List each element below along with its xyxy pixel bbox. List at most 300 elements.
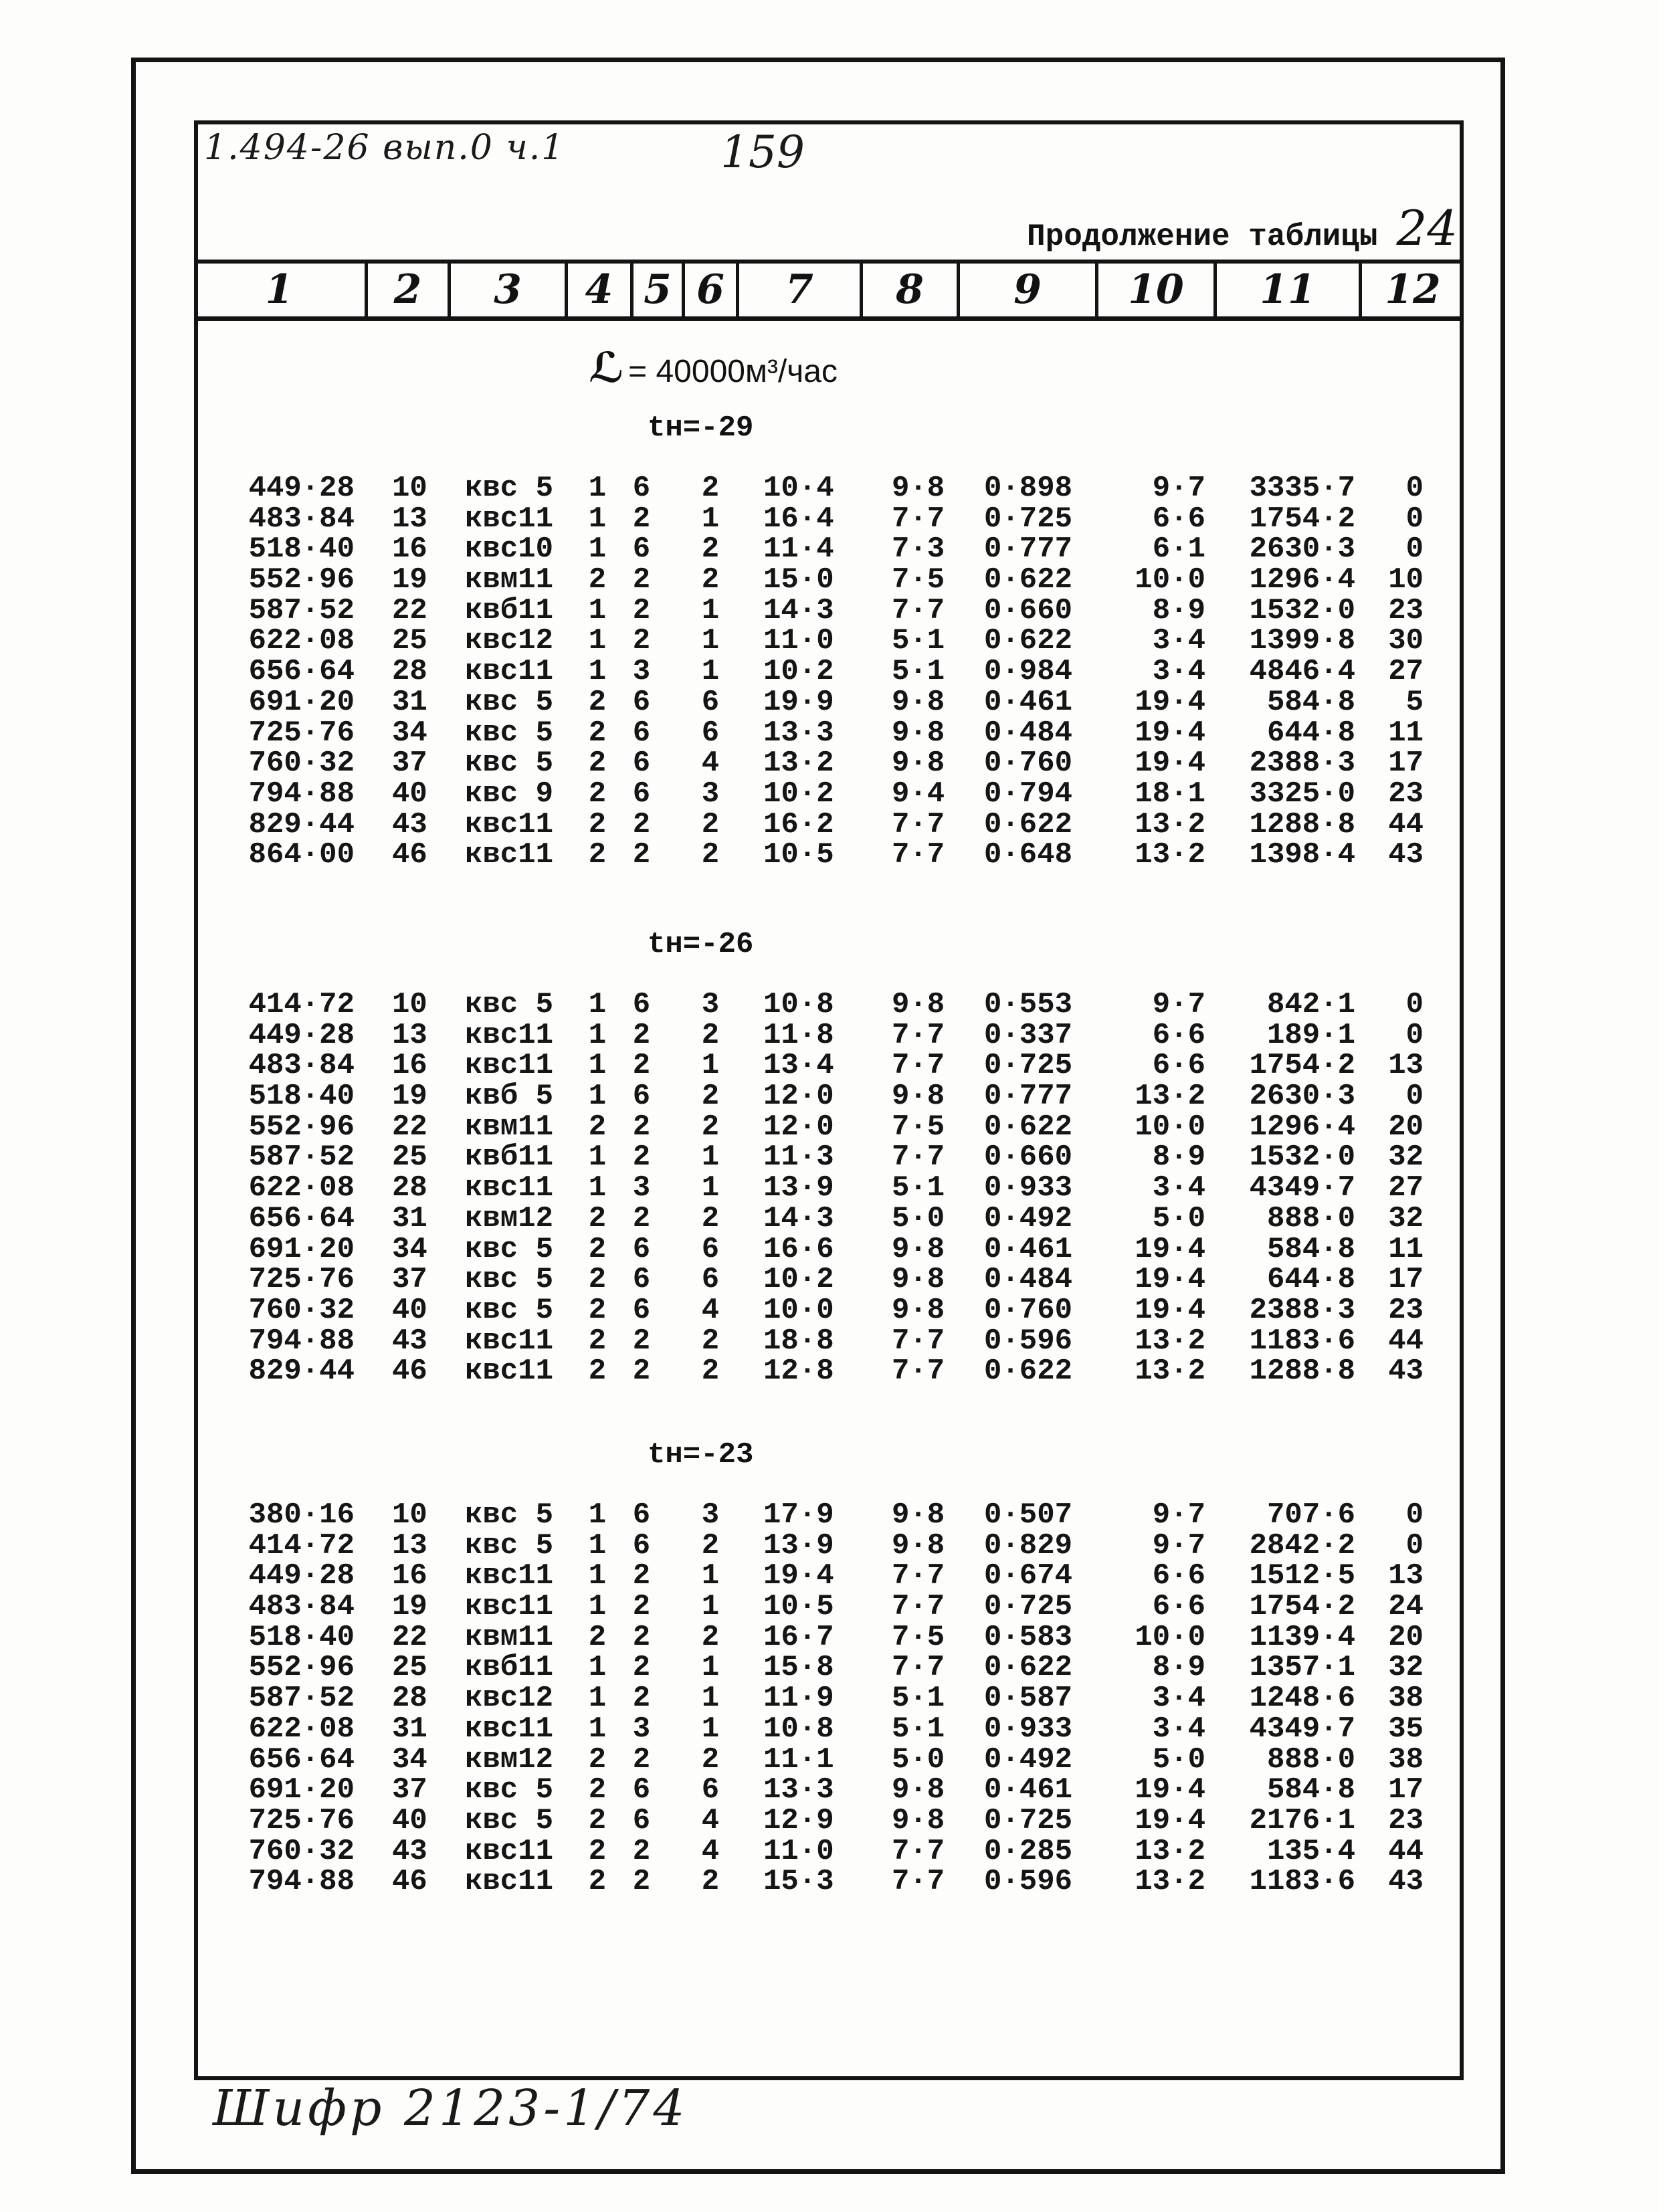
table-cell-col-9: 0·337 — [984, 1018, 1073, 1052]
table-cell-col-1: 622·08 — [248, 624, 355, 658]
table-cell-col-11: 1532·0 — [1249, 1140, 1355, 1175]
table-cell-col-4: 2 — [588, 1293, 607, 1327]
table-cell-col-12: 23 — [1388, 1293, 1424, 1327]
table-cell-col-2: 40 — [392, 1803, 427, 1837]
table-cell-col-2: 28 — [392, 655, 427, 689]
table-cell-col-11: 3335·7 — [1249, 472, 1355, 505]
table-cell-col-1: 794·88 — [248, 1865, 355, 1899]
table-cell-col-6: 2 — [701, 1354, 720, 1389]
table-cell-col-1: 725·76 — [248, 1803, 355, 1837]
table-cell-col-9: 0·484 — [984, 1263, 1073, 1297]
table-cell-col-2: 31 — [392, 1201, 427, 1235]
table-cell-col-5: 2 — [632, 807, 651, 841]
table-cell-col-1: 656·64 — [248, 655, 355, 689]
table-cell-col-8: 5·1 — [892, 1712, 945, 1746]
table-cell-col-8: 9·8 — [892, 1232, 945, 1266]
table-cell-col-3: квс10 — [465, 532, 554, 567]
table-cell-col-11: 3325·0 — [1249, 777, 1355, 811]
table-cell-col-10: 18·1 — [1135, 777, 1205, 811]
table-cell-col-12: 11 — [1388, 1232, 1424, 1266]
table-cell-col-9: 0·622 — [984, 1354, 1073, 1389]
table-cell-col-3: квс 5 — [465, 1498, 554, 1532]
table-cell-col-10: 3·4 — [1152, 655, 1205, 689]
table-cell-col-7: 12·9 — [763, 1803, 834, 1837]
table-cell-col-2: 25 — [392, 1140, 427, 1175]
table-cell-col-10: 13·2 — [1135, 1834, 1205, 1868]
column-header-2: 2 — [368, 264, 451, 316]
table-cell-col-7: 16·7 — [763, 1620, 834, 1654]
table-cell-col-11: 2630·3 — [1249, 532, 1355, 567]
table-cell-col-4: 1 — [588, 1651, 607, 1685]
table-cell-col-5: 3 — [632, 1712, 651, 1746]
table-cell-col-5: 6 — [632, 1293, 651, 1327]
table-cell-col-8: 9·8 — [892, 685, 945, 719]
column-header-7: 7 — [739, 264, 863, 316]
table-row — [0, 685, 1659, 719]
table-cell-col-2: 19 — [392, 1590, 427, 1624]
table-cell-col-6: 2 — [701, 1110, 720, 1144]
table-cell-col-7: 17·9 — [763, 1498, 834, 1532]
table-cell-col-10: 13·2 — [1135, 1080, 1205, 1114]
table-cell-col-6: 2 — [701, 1620, 720, 1654]
table-cell-col-8: 5·0 — [892, 1201, 945, 1235]
table-cell-col-3: квс 5 — [465, 988, 554, 1021]
table-row — [0, 1592, 1659, 1623]
table-cell-col-1: 518·40 — [248, 1080, 355, 1114]
table-cell-col-11: 888·0 — [1266, 1201, 1355, 1235]
table-cell-col-9: 0·794 — [984, 777, 1073, 811]
table-cell-col-2: 40 — [392, 777, 427, 811]
table-row — [0, 1803, 1659, 1837]
table-row — [0, 474, 1659, 504]
table-cell-col-7: 11·9 — [763, 1682, 834, 1716]
column-header-9: 9 — [960, 264, 1098, 316]
table-cell-col-4: 2 — [588, 1620, 607, 1654]
table-cell-col-9: 0·829 — [984, 1528, 1073, 1563]
table-cell-col-4: 2 — [588, 1324, 607, 1358]
table-cell-col-9: 0·484 — [984, 716, 1073, 750]
table-cell-col-2: 31 — [392, 685, 427, 719]
table-cell-col-8: 7·7 — [892, 1651, 945, 1685]
table-cell-col-1: 518·40 — [248, 532, 355, 567]
table-cell-col-7: 10·2 — [763, 1263, 834, 1297]
column-header-8: 8 — [863, 264, 960, 316]
table-cell-col-6: 2 — [701, 1324, 720, 1358]
table-cell-col-1: 587·52 — [248, 593, 355, 627]
table-cell-col-4: 2 — [588, 838, 607, 872]
table-cell-col-7: 10·0 — [763, 1293, 834, 1327]
table-cell-col-5: 6 — [632, 1803, 651, 1837]
column-header-3: 3 — [451, 264, 568, 316]
table-cell-col-7: 11·0 — [763, 624, 834, 658]
table-row — [0, 1742, 1659, 1777]
table-cell-col-8: 7·7 — [892, 1590, 945, 1624]
table-cell-col-10: 3·4 — [1152, 1171, 1205, 1205]
table-cell-col-2: 43 — [392, 807, 427, 841]
table-cell-col-5: 2 — [632, 838, 651, 872]
table-cell-col-9: 0·660 — [984, 593, 1073, 627]
table-cell-col-6: 1 — [701, 1651, 720, 1685]
table-cell-col-6: 2 — [701, 1742, 720, 1777]
table-cell-col-10: 13·2 — [1135, 1324, 1205, 1358]
table-cell-col-10: 10·0 — [1135, 1620, 1205, 1654]
table-cell-col-8: 5·1 — [892, 624, 945, 658]
table-cell-col-2: 16 — [392, 1559, 427, 1593]
table-cell-col-12: 32 — [1388, 1140, 1424, 1175]
table-cell-col-11: 1183·6 — [1249, 1324, 1355, 1358]
table-cell-col-7: 16·6 — [763, 1232, 834, 1266]
table-cell-col-2: 37 — [392, 1773, 427, 1807]
table-cell-col-9: 0·492 — [984, 1201, 1073, 1235]
table-cell-col-3: квс 5 — [465, 472, 554, 505]
column-header-6: 6 — [685, 264, 739, 316]
table-cell-col-3: квс11 — [465, 502, 554, 536]
table-cell-col-10: 5·0 — [1152, 1201, 1205, 1235]
table-cell-col-9: 0·777 — [984, 1080, 1073, 1114]
table-cell-col-9: 0·583 — [984, 1620, 1073, 1654]
table-cell-col-5: 2 — [632, 1620, 651, 1654]
table-cell-col-11: 1754·2 — [1249, 1049, 1355, 1083]
table-cell-col-7: 16·4 — [763, 502, 834, 536]
table-cell-col-9: 0·461 — [984, 685, 1073, 719]
table-cell-col-2: 22 — [392, 1620, 427, 1654]
table-row — [0, 1561, 1659, 1592]
table-cell-col-2: 16 — [392, 532, 427, 567]
table-cell-col-5: 6 — [632, 685, 651, 719]
table-cell-col-7: 11·0 — [763, 1834, 834, 1868]
table-cell-col-7: 15·3 — [763, 1865, 834, 1899]
table-cell-col-5: 3 — [632, 1171, 651, 1205]
table-cell-col-7: 10·5 — [763, 838, 834, 872]
table-cell-col-8: 7·7 — [892, 1324, 945, 1358]
table-cell-col-2: 46 — [392, 1865, 427, 1899]
table-cell-col-6: 3 — [701, 988, 720, 1021]
table-cell-col-8: 7·5 — [892, 563, 945, 597]
table-cell-col-3: квс 9 — [465, 777, 554, 811]
table-cell-col-12: 10 — [1388, 563, 1424, 597]
table-cell-col-5: 2 — [632, 1559, 651, 1593]
table-cell-col-10: 19·4 — [1135, 685, 1205, 719]
table-cell-col-4: 2 — [588, 1834, 607, 1868]
table-row — [0, 504, 1659, 535]
table-cell-col-8: 7·3 — [892, 532, 945, 567]
table-cell-col-12: 30 — [1388, 624, 1424, 658]
table-cell-col-1: 449·28 — [248, 472, 355, 505]
table-row — [0, 807, 1659, 841]
table-cell-col-11: 4349·7 — [1249, 1171, 1355, 1205]
table-cell-col-11: 1139·4 — [1249, 1620, 1355, 1654]
table-cell-col-7: 13·9 — [763, 1528, 834, 1563]
table-cell-col-11: 644·8 — [1266, 716, 1355, 750]
table-row — [0, 1775, 1659, 1806]
table-cell-col-2: 46 — [392, 1354, 427, 1389]
table-cell-col-7: 14·3 — [763, 1201, 834, 1235]
table-cell-col-8: 5·1 — [892, 1682, 945, 1716]
column-header-5: 5 — [633, 264, 685, 316]
table-cell-col-11: 2388·3 — [1249, 746, 1355, 781]
table-cell-col-10: 9·7 — [1152, 988, 1205, 1021]
table-cell-col-5: 6 — [632, 1498, 651, 1532]
column-header-1: 1 — [194, 264, 368, 316]
table-cell-col-2: 43 — [392, 1324, 427, 1358]
table-cell-col-10: 19·4 — [1135, 1293, 1205, 1327]
table-cell-col-8: 7·7 — [892, 1559, 945, 1593]
table-cell-col-4: 1 — [588, 988, 607, 1021]
table-cell-col-3: квм11 — [465, 1620, 554, 1654]
table-cell-col-11: 135·4 — [1266, 1834, 1355, 1868]
table-cell-col-11: 842·1 — [1266, 988, 1355, 1021]
table-cell-col-7: 12·0 — [763, 1080, 834, 1114]
table-cell-col-5: 2 — [632, 624, 651, 658]
table-row — [0, 748, 1659, 779]
table-cell-col-7: 13·3 — [763, 1773, 834, 1807]
table-cell-col-8: 7·7 — [892, 1834, 945, 1868]
table-cell-col-7: 11·3 — [763, 1140, 834, 1175]
table-cell-col-1: 552·96 — [248, 1110, 355, 1144]
table-cell-col-11: 4349·7 — [1249, 1712, 1355, 1746]
table-cell-col-6: 1 — [701, 624, 720, 658]
table-row — [0, 565, 1659, 596]
table-cell-col-3: квс11 — [465, 1354, 554, 1389]
table-cell-col-6: 1 — [701, 1559, 720, 1593]
table-cell-col-3: квс 5 — [465, 716, 554, 750]
table-cell-col-9: 0·725 — [984, 502, 1073, 536]
table-cell-col-2: 22 — [392, 593, 427, 627]
table-cell-col-12: 32 — [1388, 1201, 1424, 1235]
table-cell-col-6: 2 — [701, 807, 720, 841]
table-cell-col-4: 1 — [588, 1140, 607, 1175]
table-cell-col-2: 43 — [392, 1834, 427, 1868]
table-row — [0, 657, 1659, 688]
table-cell-col-10: 6·6 — [1152, 1559, 1205, 1593]
table-cell-col-6: 2 — [701, 563, 720, 597]
air-flow-symbol: ℒ — [589, 343, 625, 392]
table-cell-col-2: 10 — [392, 472, 427, 505]
table-cell-col-4: 2 — [588, 1773, 607, 1807]
table-cell-col-3: квб 5 — [465, 1080, 554, 1114]
table-cell-col-8: 9·8 — [892, 472, 945, 505]
table-cell-col-12: 0 — [1405, 1498, 1424, 1532]
table-cell-col-11: 888·0 — [1266, 1742, 1355, 1777]
table-cell-col-8: 9·8 — [892, 1080, 945, 1114]
table-cell-col-4: 2 — [588, 1865, 607, 1899]
table-cell-col-3: квс12 — [465, 1682, 554, 1716]
table-cell-col-11: 584·8 — [1266, 685, 1355, 719]
table-cell-col-6: 1 — [701, 1712, 720, 1746]
table-cell-col-9: 0·984 — [984, 655, 1073, 689]
table-cell-col-8: 7·5 — [892, 1620, 945, 1654]
table-cell-col-6: 3 — [701, 777, 720, 811]
table-cell-col-1: 829·44 — [248, 807, 355, 841]
table-cell-col-12: 17 — [1388, 746, 1424, 781]
table-cell-col-11: 2176·1 — [1249, 1803, 1355, 1837]
table-cell-col-12: 17 — [1388, 1263, 1424, 1297]
table-cell-col-1: 449·28 — [248, 1559, 355, 1593]
table-cell-col-7: 13·4 — [763, 1049, 834, 1083]
table-cell-col-8: 9·8 — [892, 1773, 945, 1807]
air-flow-value: = 40000м³/час — [628, 354, 838, 389]
table-cell-col-12: 23 — [1388, 1803, 1424, 1837]
table-cell-col-12: 27 — [1388, 1171, 1424, 1205]
table-cell-col-10: 8·9 — [1152, 1651, 1205, 1685]
table-cell-col-1: 656·64 — [248, 1201, 355, 1235]
table-cell-col-4: 2 — [588, 716, 607, 750]
table-row — [0, 779, 1659, 810]
table-cell-col-3: квс 5 — [465, 1803, 554, 1837]
table-cell-col-5: 2 — [632, 1049, 651, 1083]
table-cell-col-10: 19·4 — [1135, 1773, 1205, 1807]
table-cell-col-10: 6·6 — [1152, 1590, 1205, 1624]
table-cell-col-11: 1296·4 — [1249, 1110, 1355, 1144]
table-cell-col-1: 760·32 — [248, 1293, 355, 1327]
table-cell-col-9: 0·674 — [984, 1559, 1073, 1593]
table-cell-col-3: квс11 — [465, 1865, 554, 1899]
table-cell-col-8: 7·7 — [892, 1354, 945, 1389]
column-header-11: 11 — [1217, 264, 1362, 316]
table-cell-col-7: 10·2 — [763, 777, 834, 811]
section-rows — [0, 474, 1659, 871]
table-cell-col-6: 2 — [701, 1865, 720, 1899]
table-cell-col-1: 691·20 — [248, 1232, 355, 1266]
table-cell-col-4: 2 — [588, 807, 607, 841]
table-cell-col-1: 414·72 — [248, 988, 355, 1021]
table-cell-col-11: 1398·4 — [1249, 838, 1355, 872]
table-cell-col-8: 9·8 — [892, 988, 945, 1021]
table-cell-col-2: 28 — [392, 1682, 427, 1716]
table-row — [0, 990, 1659, 1021]
table-row — [0, 1867, 1659, 1898]
table-cell-col-2: 31 — [392, 1712, 427, 1746]
table-cell-col-11: 584·8 — [1266, 1773, 1355, 1807]
table-row — [0, 1293, 1659, 1327]
table-cell-col-10: 9·7 — [1152, 1528, 1205, 1563]
table-cell-col-7: 15·0 — [763, 563, 834, 597]
table-cell-col-6: 4 — [701, 1834, 720, 1868]
air-flow-formula — [589, 344, 838, 391]
table-cell-col-11: 1296·4 — [1249, 563, 1355, 597]
section-rows — [0, 1500, 1659, 1898]
table-cell-col-2: 13 — [392, 502, 427, 536]
table-cell-col-10: 10·0 — [1135, 563, 1205, 597]
table-cell-col-8: 9·8 — [892, 1528, 945, 1563]
table-cell-col-3: квс11 — [465, 1590, 554, 1624]
table-cell-col-7: 10·8 — [763, 988, 834, 1021]
section-heading: tн=-29 — [648, 411, 754, 445]
table-cell-col-4: 1 — [588, 1590, 607, 1624]
table-cell-col-9: 0·725 — [984, 1049, 1073, 1083]
table-cell-col-6: 1 — [701, 1140, 720, 1175]
table-row — [0, 1265, 1659, 1296]
table-cell-col-2: 13 — [392, 1018, 427, 1052]
table-cell-col-4: 2 — [588, 685, 607, 719]
table-row — [0, 1528, 1659, 1563]
table-cell-col-12: 0 — [1405, 1018, 1424, 1052]
column-header-10: 10 — [1098, 264, 1217, 316]
table-cell-col-3: квс 5 — [465, 1232, 554, 1266]
table-row — [0, 1500, 1659, 1531]
table-cell-col-1: 760·32 — [248, 1834, 355, 1868]
table-cell-col-5: 2 — [632, 1018, 651, 1052]
table-cell-col-1: 794·88 — [248, 777, 355, 811]
table-cell-col-8: 9·8 — [892, 1498, 945, 1532]
table-cell-col-7: 13·3 — [763, 716, 834, 750]
table-cell-col-6: 3 — [701, 1498, 720, 1532]
table-cell-col-4: 1 — [588, 1559, 607, 1593]
table-cell-col-7: 19·4 — [763, 1559, 834, 1593]
table-cell-col-4: 1 — [588, 1049, 607, 1083]
table-cell-col-9: 0·596 — [984, 1324, 1073, 1358]
table-cell-col-1: 725·76 — [248, 1263, 355, 1297]
continuation-label: Продолжение таблицы — [1027, 219, 1378, 254]
table-cell-col-1: 829·44 — [248, 1354, 355, 1389]
table-cell-col-6: 6 — [701, 1773, 720, 1807]
table-cell-col-5: 2 — [632, 593, 651, 627]
table-cell-col-10: 13·2 — [1135, 838, 1205, 872]
table-cell-col-8: 5·1 — [892, 655, 945, 689]
table-header-row — [194, 260, 1464, 321]
table-cell-col-9: 0·725 — [984, 1590, 1073, 1624]
table-cell-col-12: 0 — [1405, 502, 1424, 536]
table-cell-col-12: 43 — [1388, 1354, 1424, 1389]
table-cell-col-5: 2 — [632, 502, 651, 536]
table-cell-col-4: 1 — [588, 1171, 607, 1205]
table-cell-col-9: 0·587 — [984, 1682, 1073, 1716]
table-cell-col-1: 622·08 — [248, 1171, 355, 1205]
table-cell-col-11: 4846·4 — [1249, 655, 1355, 689]
table-cell-col-4: 1 — [588, 1498, 607, 1532]
table-cell-col-4: 1 — [588, 593, 607, 627]
table-cell-col-10: 9·7 — [1152, 1498, 1205, 1532]
table-cell-col-6: 6 — [701, 685, 720, 719]
table-cell-col-11: 1288·8 — [1249, 807, 1355, 841]
table-cell-col-9: 0·760 — [984, 746, 1073, 781]
table-cell-col-5: 2 — [632, 1651, 651, 1685]
table-cell-col-5: 2 — [632, 1201, 651, 1235]
table-cell-col-12: 35 — [1388, 1712, 1424, 1746]
table-cell-col-1: 552·96 — [248, 563, 355, 597]
table-cell-col-6: 1 — [701, 1049, 720, 1083]
table-cell-col-5: 2 — [632, 1324, 651, 1358]
table-row — [0, 1326, 1659, 1357]
table-cell-col-4: 1 — [588, 502, 607, 536]
table-cell-col-9: 0·725 — [984, 1803, 1073, 1837]
table-cell-col-12: 20 — [1388, 1620, 1424, 1654]
table-cell-col-11: 1399·8 — [1249, 624, 1355, 658]
table-cell-col-9: 0·648 — [984, 838, 1073, 872]
table-cell-col-9: 0·285 — [984, 1834, 1073, 1868]
table-cell-col-9: 0·933 — [984, 1712, 1073, 1746]
table-row — [0, 1653, 1659, 1684]
table-cell-col-10: 3·4 — [1152, 1712, 1205, 1746]
table-cell-col-8: 7·7 — [892, 1049, 945, 1083]
table-cell-col-2: 46 — [392, 838, 427, 872]
table-cell-col-5: 2 — [632, 1140, 651, 1175]
table-cell-col-3: квм11 — [465, 563, 554, 597]
table-cell-col-3: квб11 — [465, 593, 554, 627]
table-cell-col-4: 1 — [588, 472, 607, 505]
table-cell-col-8: 7·7 — [892, 838, 945, 872]
section-heading: tн=-23 — [648, 1438, 754, 1472]
table-cell-col-3: квб11 — [465, 1140, 554, 1175]
table-cell-col-6: 1 — [701, 502, 720, 536]
table-cell-col-12: 0 — [1405, 988, 1424, 1021]
table-cell-col-5: 2 — [632, 563, 651, 597]
table-cell-col-5: 6 — [632, 1232, 651, 1266]
table-cell-col-3: квс11 — [465, 1018, 554, 1052]
table-cell-col-1: 483·84 — [248, 1590, 355, 1624]
table-cell-col-12: 23 — [1388, 777, 1424, 811]
table-cell-col-1: 587·52 — [248, 1140, 355, 1175]
